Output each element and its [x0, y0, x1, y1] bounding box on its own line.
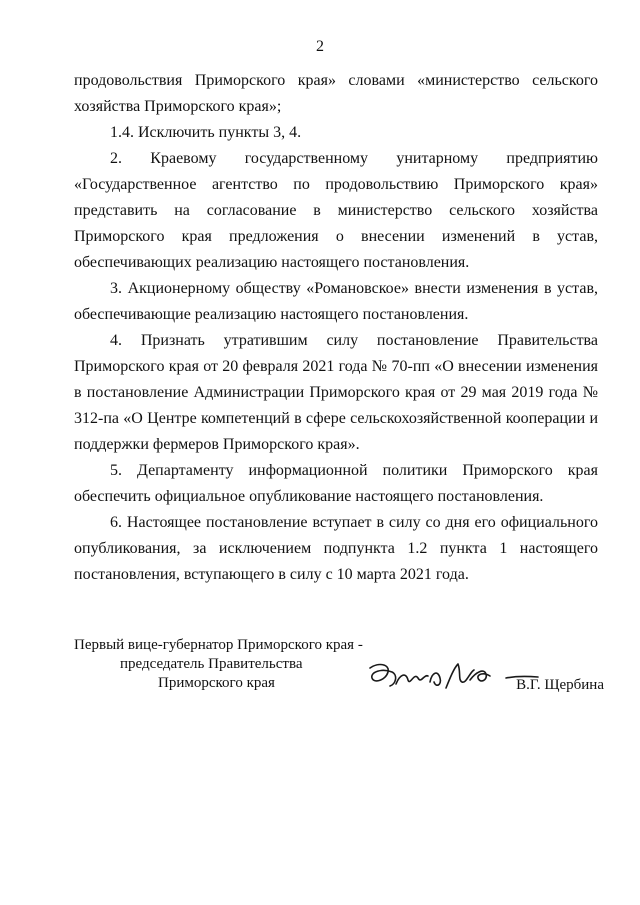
page-number: 2 [316, 38, 324, 55]
signatory-title-line-1: Первый вице-губернатор Приморского края - [74, 637, 363, 653]
paragraph-1-4: 1.4. Исключить пункты 3, 4. [110, 124, 302, 141]
paragraph-5: 5. Департаменту информационной политики Приморского края обеспечить официальное опубликование настоящего постановления. [74, 462, 598, 505]
signatory-name: В.Г. Щербина [516, 677, 604, 693]
paragraph-continuation: продовольствия Приморского края» словами «министерство сельского хозяйства Приморского края»; [74, 72, 598, 115]
signatory-title-line-2: председатель Правительства [120, 656, 303, 672]
document-body [74, 68, 598, 588]
signature-block [74, 636, 604, 706]
paragraph-6: 6. Настоящее постановление вступает в силу со дня его официального опубликования, за исключением подпункта 1.2 пункта 1 настоящего постановления, вступающего в силу с 10 марта 2021 года. [74, 514, 598, 583]
signature-strokes [370, 664, 538, 688]
paragraph-2: 2. Краевому государственному унитарному предприятию «Государственное агентство по продовольствию Приморского края» представить на согласование в министерство сельского хозяйства Приморского края предложения о внесении изменений в устав, обеспечивающих реализацию настоящего постановления. [74, 150, 598, 271]
paragraph-3: 3. Акционерному обществу «Романовское» внести изменения в устав, обеспечивающие реализацию настоящего постановления. [74, 280, 598, 323]
signatory-title-line-3: Приморского края [158, 675, 275, 691]
paragraph-4: 4. Признать утратившим силу постановление Правительства Приморского края от 20 февраля 2021 года № 70-пп «О внесении изменения в постановление Администрации Приморского края от 29 мая 2019 года № 312-па «О Центре компетенций в сфере сельскохозяйственной кооперации и поддержки фермеров Приморского края». [74, 332, 598, 453]
